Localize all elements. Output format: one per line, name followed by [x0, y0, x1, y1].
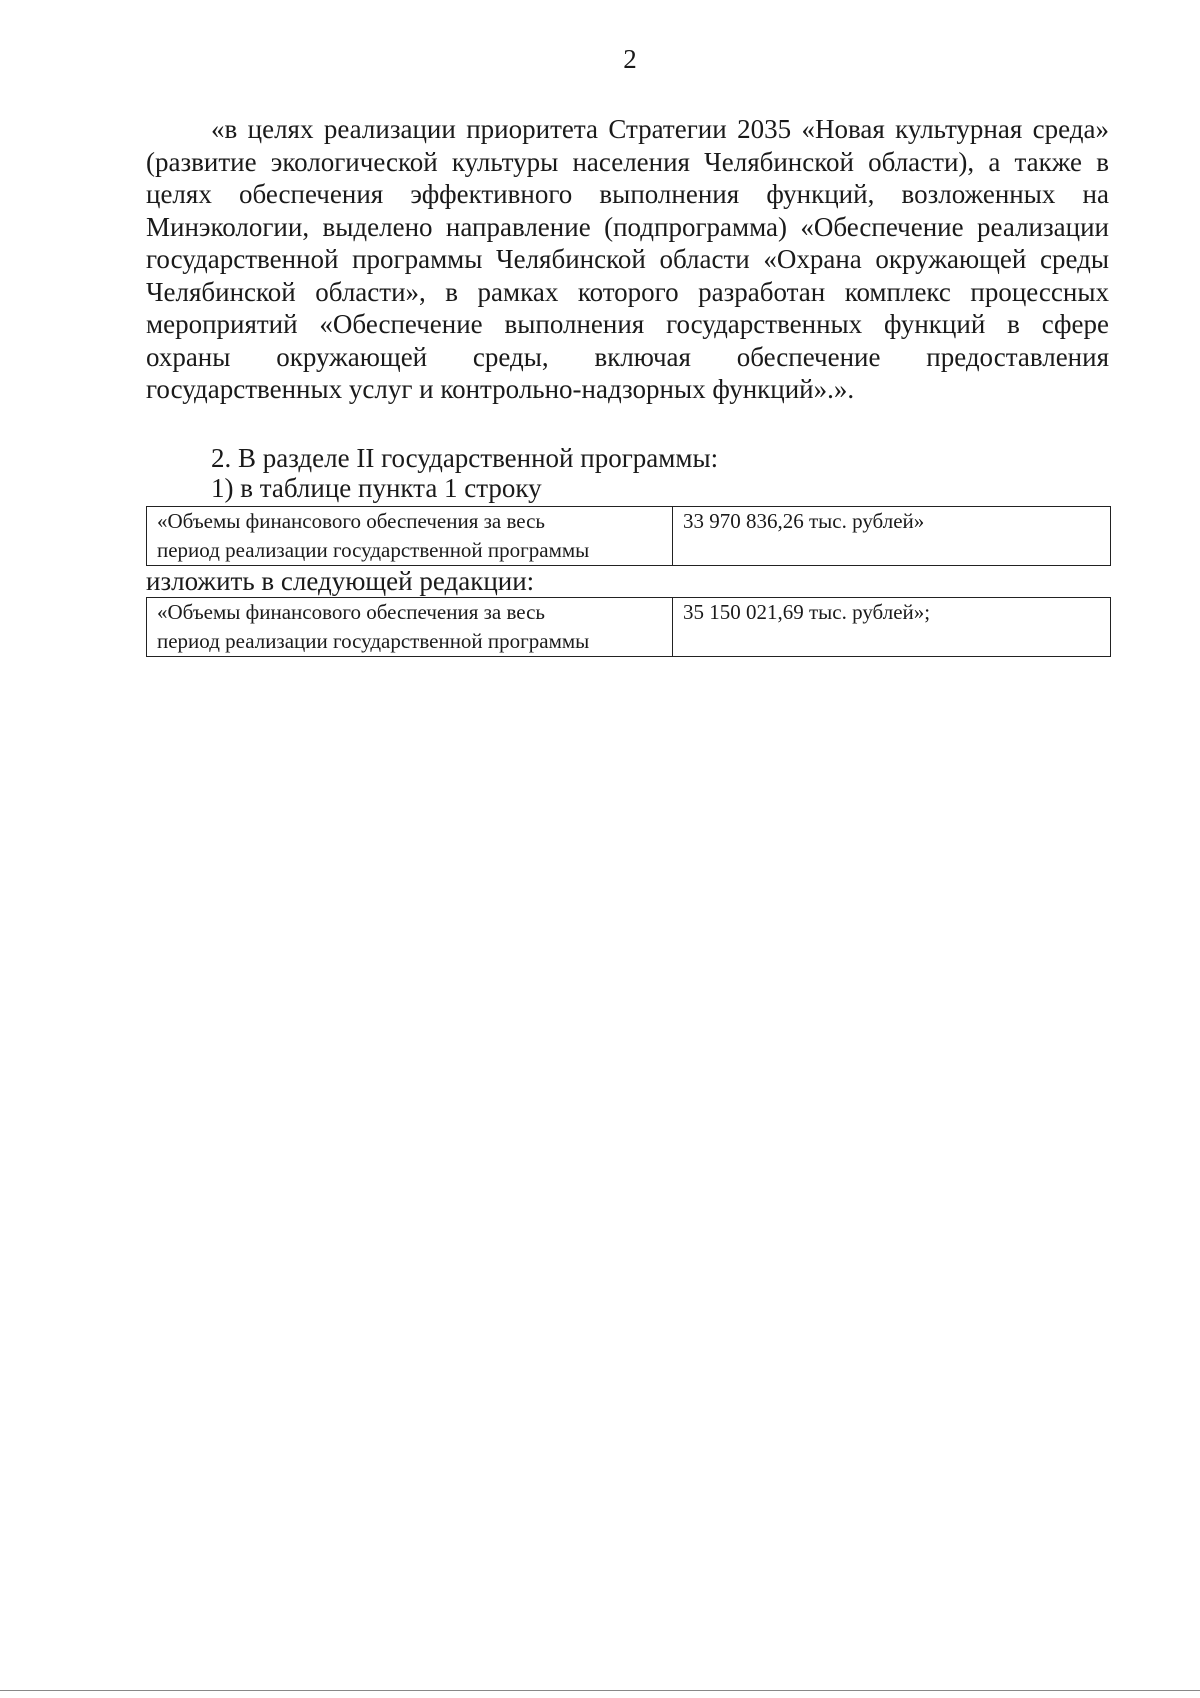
body-paragraph: «в целях реализации приоритета Стратегии 2035 «Новая культурная среда» (развитие экологической культуры населения Челябинской области), а также в целях обеспечения эффективного выполнения функций, возложенных на Минэкологии, выделено направление (подпрограмма) «Обеспечение реализации государственной программы Челябинской области «Охрана окружающей среды Челябинской области», в рамках которого разработан комплекс процессных мероприятий «Обеспечение выполнения государственных функций в сфере охраны окружающей среды, включая обеспечение предоставления государственных услуг и контрольно-надзорных функций».». — [146, 114, 1109, 404]
funding-value: 35 150 021,69 тыс. рублей»; — [683, 600, 931, 624]
funding-label-line: период реализации государственной программы — [157, 629, 590, 653]
page-number: 2 — [623, 44, 637, 74]
funding-value-cell — [673, 598, 1111, 657]
funding-label-line: период реализации государственной программы — [157, 538, 590, 562]
old-funding-table — [146, 506, 1111, 566]
funding-label-cell — [147, 507, 673, 566]
funding-label-line: «Объемы финансового обеспечения за весь — [157, 600, 546, 624]
funding-label-cell — [147, 598, 673, 657]
replace-caption: изложить в следующей редакции: — [146, 566, 535, 596]
new-funding-table — [146, 597, 1111, 657]
table-row — [147, 507, 1111, 566]
footer-rule — [0, 1690, 1200, 1691]
table-row — [147, 598, 1111, 657]
funding-value-cell — [673, 507, 1111, 566]
funding-label-line: «Объемы финансового обеспечения за весь — [157, 509, 546, 533]
section-item-2: 2. В разделе II государственной программы: — [211, 443, 719, 473]
subitem-2-1: 1) в таблице пункта 1 строку — [211, 473, 542, 503]
funding-value: 33 970 836,26 тыс. рублей» — [683, 509, 925, 533]
